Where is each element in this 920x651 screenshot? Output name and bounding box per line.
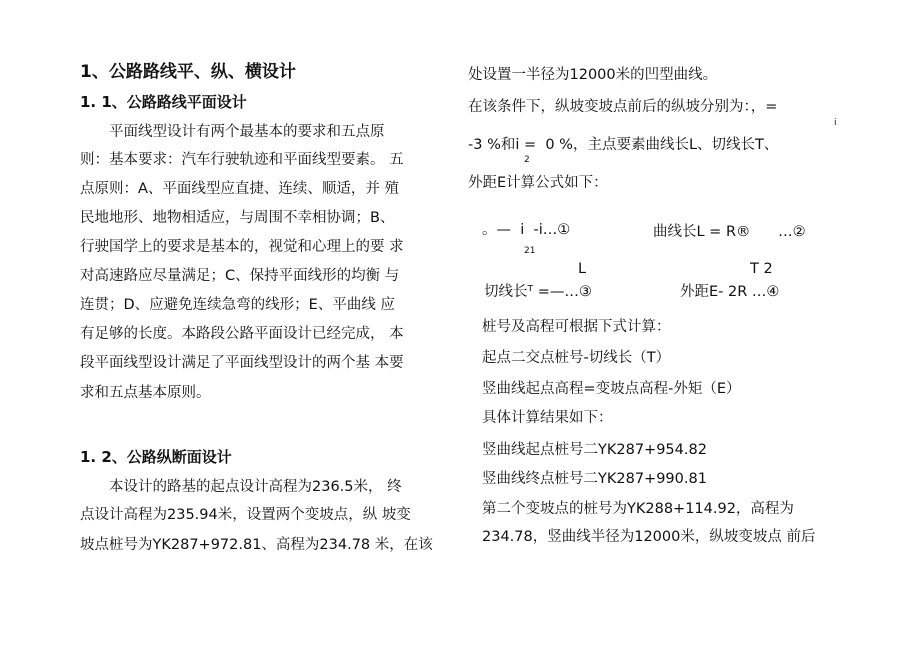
text-line: 在该条件下，纵坡变坡点前后的纵坡分别为：，= xyxy=(468,99,778,115)
text-line: 民地地形、地物相适应，与周围不幸相协调；B、 xyxy=(80,210,395,226)
text-line: 行驶国学上的要求是基本的，视觉和心理上的要 求 xyxy=(80,239,404,255)
text-line: 点原则：A、平面线型应直捷、连续、顺适，并 殖 xyxy=(80,181,400,197)
text-line: 具体计算结果如下： xyxy=(482,410,613,426)
text-line: 点设计高程为235.94米，设置两个变坡点，纵 坡变 xyxy=(80,507,411,523)
heading-1-2: 1. 2、公路纵断面设计 xyxy=(80,448,232,466)
text-line: 本设计的路基的起点设计高程为236.5米， 终 xyxy=(80,479,402,495)
text-line: 竖曲线起点桩号二YK287+954.82 xyxy=(482,442,707,458)
text-line: 竖曲线终点桩号二YK287+990.81 xyxy=(482,471,707,487)
text-line: 段平面线型设计满足了平面线型设计的两个基 本要 xyxy=(80,355,404,371)
formula-4: 外距E- 2R …④ xyxy=(680,284,780,300)
formula-1-subscript: 21 xyxy=(524,246,536,256)
text-line: 有足够的长度。本路段公路平面设计已经完成， 本 xyxy=(80,326,404,342)
text-line: 平面线型设计有两个最基本的要求和五点原 xyxy=(80,124,385,140)
heading-1: 1、公路路线平、纵、横设计 xyxy=(80,62,296,82)
formula-2: 曲线长L = R® …② xyxy=(653,224,806,240)
text-line: 外距E计算公式如下： xyxy=(468,175,608,191)
formula-3-numerator: L xyxy=(578,261,587,277)
text-line: -3 %和i = 0 %，主点要素曲线长L、切线长T、 xyxy=(468,137,779,153)
text-line: 处设置一半径为12000米的凹型曲线。 xyxy=(468,67,718,83)
text-line: 桩号及高程可根据下式计算： xyxy=(482,319,671,335)
text-line: 求和五点基本原则。 xyxy=(80,385,211,401)
text-line: 连贯；D、应避免连续急弯的线形；E、平曲线 应 xyxy=(80,297,395,313)
text-line: 第二个变坡点的桩号为YK288+114.92，高程为 xyxy=(482,501,794,517)
text-line: 竖曲线起点高程=变坡点高程-外矩（E） xyxy=(482,381,741,397)
text-line: 起点二交点桩号-切线长（T） xyxy=(482,350,671,366)
formula-4-numerator: T 2 xyxy=(750,261,773,277)
heading-1-1: 1. 1、公路路线平面设计 xyxy=(80,93,247,111)
formula-3: 切线长ᵀ =—…③ xyxy=(484,284,592,300)
subscript: 2 xyxy=(524,155,530,165)
text-line: 坡点桩号为YK287+972.81、高程为234.78 米，在该 xyxy=(80,537,433,553)
text-line: 234.78，竖曲线半径为12000米，纵坡变坡点 前后 xyxy=(482,529,816,545)
subscript: i xyxy=(834,118,837,128)
formula-1: 。— i -i…① xyxy=(482,222,571,238)
text-line: 对高速路应尽量满足；C、保持平面线形的均衡 与 xyxy=(80,268,400,284)
text-line: 则：基本要求：汽车行驶轨迹和平面线型要素。 五 xyxy=(80,152,404,168)
